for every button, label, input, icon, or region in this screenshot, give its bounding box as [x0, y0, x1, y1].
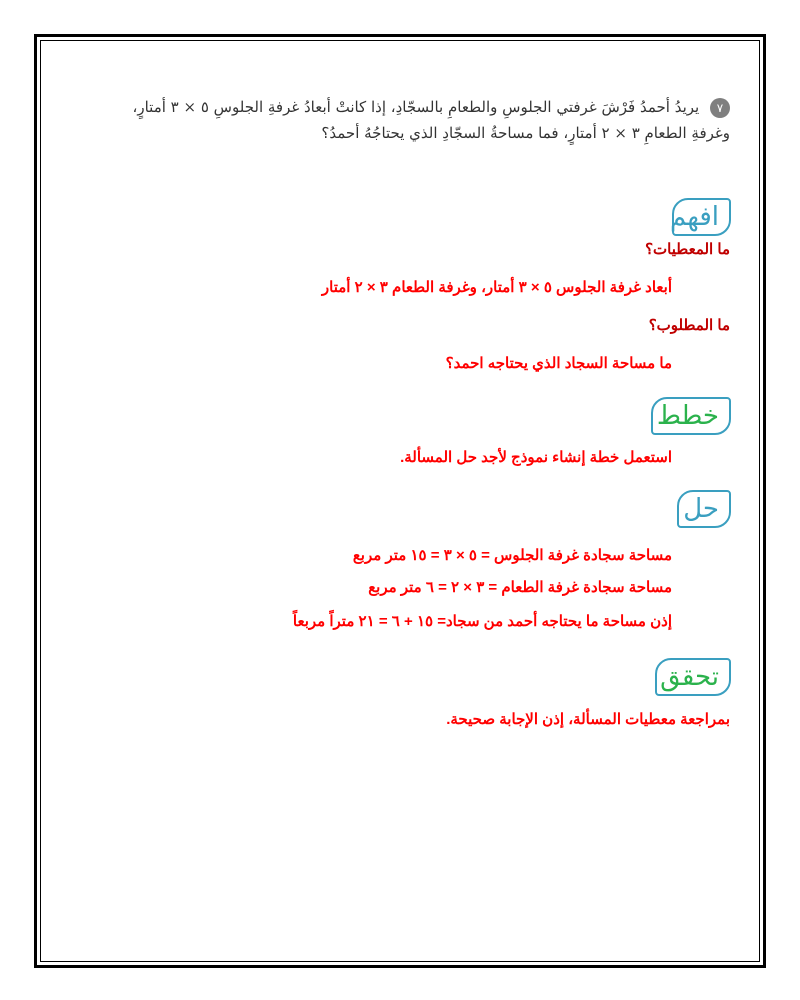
check-label: تحقق	[660, 662, 719, 692]
solve-tag	[677, 490, 731, 528]
problem-text-line2: وغرفةِ الطعامِ ٣ × ٢ أمتارٍ، فما مساحةُ السجّادِ الذي يحتاجُهُ أحمدُ؟	[321, 124, 730, 142]
problem-statement	[90, 94, 730, 146]
problem-number-badge: ٧	[710, 98, 730, 118]
plan-tag	[651, 397, 731, 435]
plan-text: استعمل خطة إنشاء نموذج لأجد حل المسألة.	[400, 449, 672, 466]
solve-line-2: مساحة سجادة غرفة الطعام = ٣ × ٢ = ٦ متر مربع	[368, 579, 672, 596]
check-text: بمراجعة معطيات المسألة، إذن الإجابة صحيحة.	[446, 711, 730, 728]
check-tag	[655, 658, 731, 696]
understand-label: افهم	[670, 202, 719, 232]
given-answer: أبعاد غرفة الجلوس ٥ × ٣ أمتار، وغرفة الطعام ٣ × ٢ أمتار	[321, 279, 672, 296]
given-question: ما المعطيات؟	[645, 241, 730, 258]
required-answer: ما مساحة السجاد الذي يحتاجه احمد؟	[445, 355, 672, 372]
page-border-inner	[40, 40, 760, 962]
plan-label: خطط	[656, 401, 719, 431]
understand-tag	[672, 198, 731, 236]
required-question: ما المطلوب؟	[648, 317, 730, 334]
solve-line-1: مساحة سجادة غرفة الجلوس = ٥ × ٣ = ١٥ متر مربع	[352, 547, 672, 564]
solve-line-3: إذن مساحة ما يحتاجه أحمد من سجاد= ١٥ + ٦ = ٢١ متراً مربعاً	[292, 613, 672, 630]
problem-text-line1: يريدُ أحمدُ فَرْشَ غرفتي الجلوسِ والطعامِ بالسجّادِ، إذا كانتْ أبعادُ غرفةِ الجلوسِ ٥ × ٣ أمتارٍ،	[132, 98, 700, 116]
solve-label: حل	[683, 494, 719, 524]
